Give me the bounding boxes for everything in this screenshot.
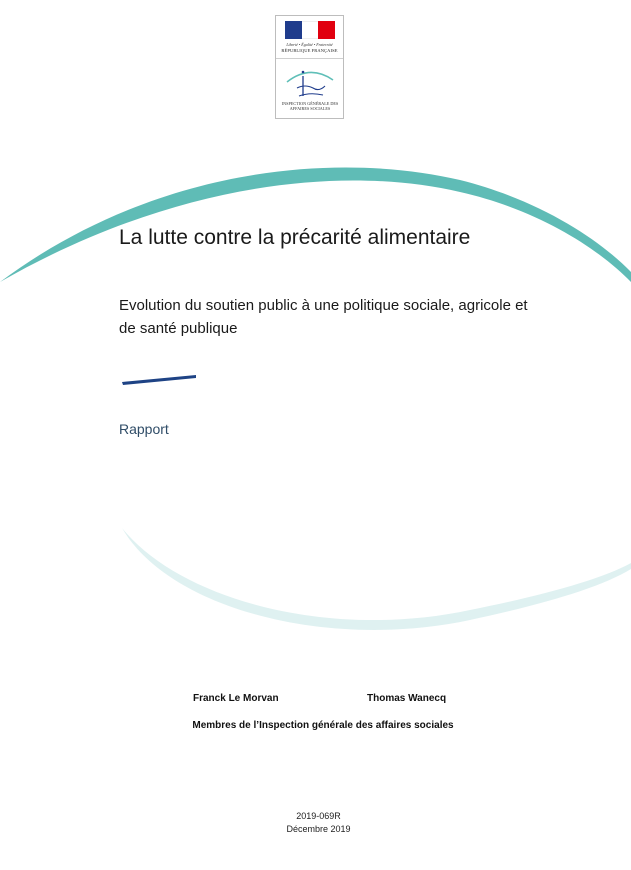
republic-motto: Liberté • Égalité • Fraternité bbox=[286, 42, 333, 47]
report-reference: 2019-069R bbox=[296, 811, 341, 821]
igas-org-name: INSPECTION GÉNÉRALE DES AFFAIRES SOCIALES bbox=[281, 101, 339, 111]
report-date: Décembre 2019 bbox=[286, 824, 351, 834]
light-arc bbox=[122, 528, 631, 630]
authors-role: Membres de l’Inspection générale des affaires sociales bbox=[192, 720, 454, 731]
report-subtitle: Evolution du soutien public à une politique sociale, agricole et de santé publique bbox=[119, 297, 528, 337]
author-name: Franck Le Morvan bbox=[193, 693, 279, 704]
republic-name: RÉPUBLIQUE FRANÇAISE bbox=[281, 48, 338, 53]
title-accent-stroke bbox=[121, 374, 197, 386]
report-type-label: Rapport bbox=[119, 421, 169, 437]
author-name: Thomas Wanecq bbox=[367, 693, 447, 704]
report-title: La lutte contre la précarité alimentaire bbox=[119, 226, 471, 249]
